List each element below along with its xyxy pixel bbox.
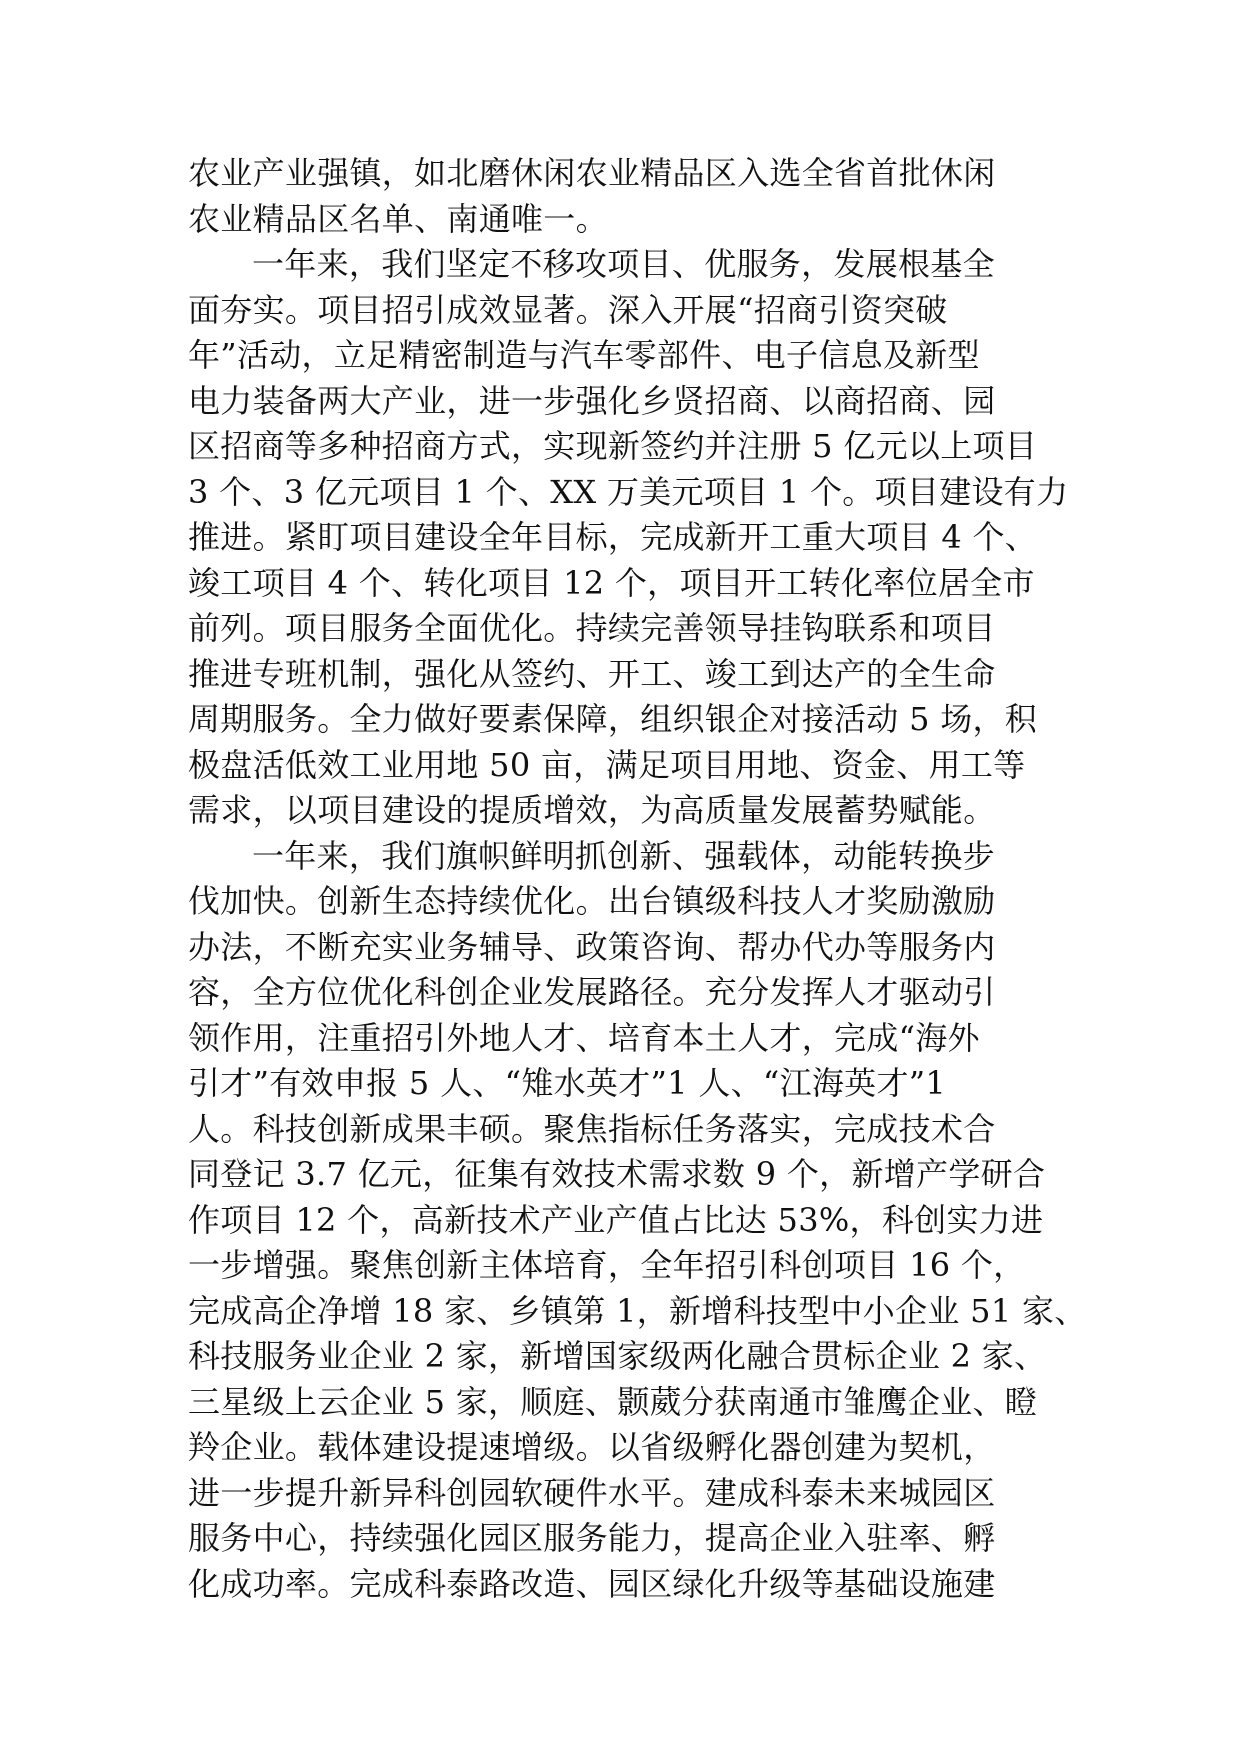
text-line: 推进。紧盯项目建设全年目标，完成新开工重大项目 4 个、 bbox=[188, 518, 1038, 556]
text-line: 办法，不断充实业务辅导、政策咨询、帮办代办等服务内 bbox=[188, 927, 996, 966]
text-line: 农业产业强镇，如北磨休闲农业精品区入选全省首批休闲 bbox=[188, 154, 996, 192]
text-line: 推进专班机制，强化从签约、开工、竣工到达产的全生命 bbox=[188, 654, 996, 693]
text-line: 同登记 3.7 亿元，征集有效技术需求数 9 个，新增产学研合 bbox=[188, 1155, 1046, 1193]
text-line: 年”活动，立足精密制造与汽车零部件、电子信息及新型 bbox=[188, 336, 980, 374]
text-line: 化成功率。完成科泰路改造、园区绿化升级等基础设施建 bbox=[188, 1564, 996, 1603]
text-line: 电力装备两大产业，进一步强化乡贤招商、以商招商、园 bbox=[188, 381, 996, 420]
text-line: 3 个、3 亿元项目 1 个、XX 万美元项目 1 个。项目建设有力 bbox=[188, 472, 1069, 511]
text-line: 羚企业。载体建设提速增级。以省级孵化器创建为契机， bbox=[188, 1428, 996, 1466]
text-line: 科技服务业企业 2 家，新增国家级两化融合贯标企业 2 家、 bbox=[188, 1337, 1047, 1375]
text-line: 进一步提升新异科创园软硬件水平。建成科泰未来城园区 bbox=[188, 1473, 996, 1512]
text-line: 完成高企净增 18 家、乡镇第 1，新增科技型中小企业 51 家、 bbox=[188, 1291, 1087, 1330]
text-line: 服务中心，持续强化园区服务能力，提高企业入驻率、孵 bbox=[188, 1519, 996, 1557]
text-line: 区招商等多种招商方式，实现新签约并注册 5 亿元以上项目 bbox=[188, 427, 1038, 465]
text-line: 极盘活低效工业用地 50 亩，满足项目用地、资金、用工等 bbox=[188, 745, 1026, 784]
text-line: 农业精品区名单、南通唯一。 bbox=[188, 199, 608, 238]
text-line: 前列。项目服务全面优化。持续完善领导挂钩联系和项目 bbox=[188, 609, 996, 647]
text-line: 面夯实。项目招引成效显著。深入开展“招商引资突破 bbox=[188, 290, 948, 329]
text-line: 作项目 12 个，高新技术产业产值占比达 53%，科创实力进 bbox=[188, 1200, 1044, 1239]
text-line: 竣工项目 4 个、转化项目 12 个，项目开工转化率位居全市 bbox=[188, 563, 1035, 602]
text-line: 一步增强。聚焦创新主体培育，全年招引科创项目 16 个， bbox=[188, 1246, 1026, 1284]
text-line: 三星级上云企业 5 家，顺庭、颢葳分获南通市雏鹰企业、瞪 bbox=[188, 1382, 1038, 1421]
text-line: 周期服务。全力做好要素保障，组织银企对接活动 5 场，积 bbox=[188, 700, 1038, 738]
text-line: 伐加快。创新生态持续优化。出台镇级科技人才奖励激励 bbox=[188, 882, 996, 920]
paragraph-start-line: 一年来，我们旗帜鲜明抓创新、强载体，动能转换步 bbox=[252, 836, 995, 875]
text-line: 需求，以项目建设的提质增效，为高质量发展蓄势赋能。 bbox=[188, 791, 996, 829]
text-line: 领作用，注重招引外地人才、培育本土人才，完成“海外 bbox=[188, 1018, 980, 1057]
text-line: 引才”有效申报 5 人、“雉水英才”1 人、“江海英才”1 bbox=[188, 1064, 947, 1102]
text-line: 容，全方位优化科创企业发展路径。充分发挥人才驱动引 bbox=[188, 973, 996, 1011]
body-text bbox=[188, 151, 1087, 1607]
paragraph-start-line: 一年来，我们坚定不移攻项目、优服务，发展根基全 bbox=[252, 245, 995, 283]
text-line: 人。科技创新成果丰硕。聚焦指标任务落实，完成技术合 bbox=[188, 1109, 996, 1148]
